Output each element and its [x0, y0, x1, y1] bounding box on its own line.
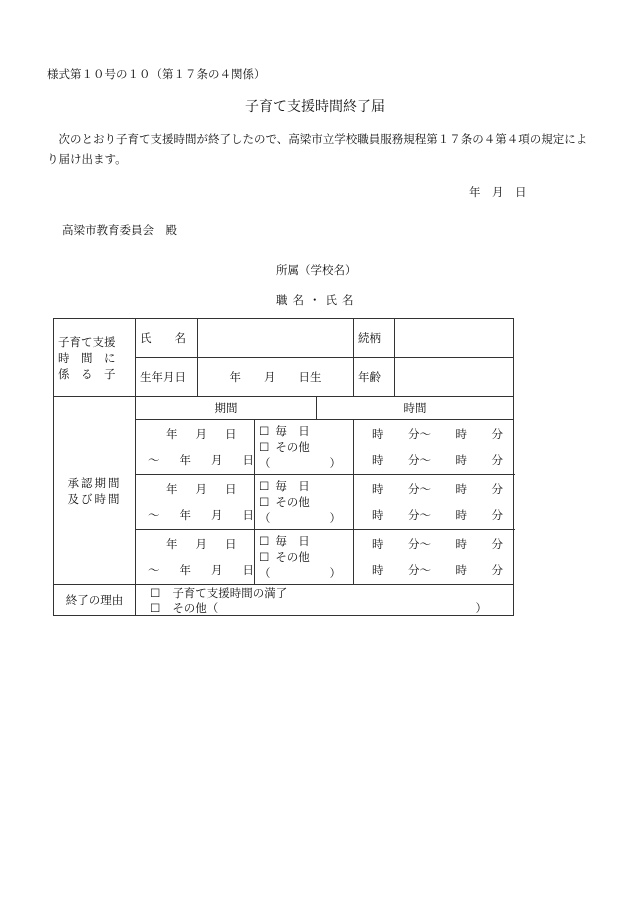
tilde: ～ [148, 508, 160, 522]
minute-from-label: 分～ [408, 427, 431, 441]
minute-label: 分 [491, 453, 503, 467]
time-cell[interactable] [354, 530, 514, 585]
open-paren: （ [259, 456, 271, 470]
title-name-label: 職名・氏名 [276, 293, 359, 307]
end-reason-label: 終了の理由 [54, 585, 136, 616]
period-date-cell[interactable] [136, 530, 255, 585]
daily-checkbox[interactable]: ☐ [259, 534, 270, 548]
hour-label: 時 [372, 453, 384, 467]
month-label: 月 [211, 508, 223, 522]
other-checkbox[interactable]: ☐ [259, 440, 270, 454]
tilde: ～ [148, 563, 160, 577]
year-label: 年 [179, 563, 191, 577]
hour-label: 時 [372, 427, 384, 441]
daily-checkbox[interactable]: ☐ [259, 479, 270, 493]
submission-date: 年 月 日 [469, 185, 527, 199]
hour-label: 時 [372, 537, 384, 551]
hour-label: 時 [455, 453, 467, 467]
frequency-cell [255, 475, 354, 530]
minute-label: 分 [491, 563, 503, 577]
daily-label: 毎 日 [275, 424, 310, 438]
hour-label: 時 [455, 482, 467, 496]
intro-text: 次のとおり子育て支援時間が終了したので、高梁市立学校職員服務規程第１７条の４第４項の規定により届け出ます。 [47, 132, 588, 166]
child-label-line-3: 係 る 子 [58, 366, 116, 381]
hour-label: 時 [372, 563, 384, 577]
hour-label: 時 [455, 427, 467, 441]
close-paren: ） [329, 456, 341, 470]
birth-field[interactable]: 年 月 日生 [198, 358, 354, 397]
other-label: その他 [275, 550, 310, 564]
daily-label: 毎 日 [275, 534, 310, 548]
month-label: 月 [195, 537, 207, 551]
age-label: 年齢 [354, 358, 395, 397]
day-label: 日 [225, 482, 237, 496]
day-label: 日 [242, 508, 254, 522]
month-label: 月 [211, 563, 223, 577]
year-label: 年 [179, 508, 191, 522]
reason-expired-label: 子育て支援時間の満了 [172, 585, 288, 600]
reason-other-label: その他（ [172, 600, 219, 615]
hour-label: 時 [372, 508, 384, 522]
minute-from-label: 分～ [408, 537, 431, 551]
reason-expired-checkbox[interactable]: ☐ [150, 585, 161, 600]
time-header: 時間 [317, 397, 514, 420]
month-label: 月 [195, 427, 207, 441]
minute-from-label: 分～ [408, 508, 431, 522]
document-title: 子育て支援時間終了届 [245, 99, 385, 115]
minute-label: 分 [491, 537, 503, 551]
minute-from-label: 分～ [408, 563, 431, 577]
daily-checkbox[interactable]: ☐ [259, 424, 270, 438]
close-paren: ） [329, 511, 341, 525]
child-label-cell [54, 319, 136, 397]
child-label-line-2: 時 間 に [58, 350, 116, 365]
relation-field[interactable] [395, 319, 514, 358]
tilde: ～ [148, 453, 160, 467]
addressee: 高梁市教育委員会 殿 [62, 223, 177, 237]
age-field[interactable] [395, 358, 514, 397]
daily-label: 毎 日 [275, 479, 310, 493]
day-label: 日 [242, 453, 254, 467]
hour-label: 時 [455, 563, 467, 577]
time-cell[interactable] [354, 475, 514, 530]
year-label: 年 [166, 482, 178, 496]
other-label: その他 [275, 440, 310, 454]
application-table [53, 318, 514, 616]
frequency-cell [255, 420, 354, 475]
open-paren: （ [259, 511, 271, 525]
child-label-line-1: 子育て支援 [58, 334, 116, 349]
hour-label: 時 [372, 482, 384, 496]
day-label: 日 [225, 427, 237, 441]
minute-from-label: 分～ [408, 482, 431, 496]
birth-label: 生年月日 [136, 358, 198, 397]
period-header: 期間 [136, 397, 317, 420]
approved-label-cell [54, 397, 136, 585]
frequency-cell [255, 530, 354, 585]
approved-label-line-1: 承認期間 [67, 475, 122, 490]
other-label: その他 [275, 495, 310, 509]
period-date-cell[interactable] [136, 420, 255, 475]
year-label: 年 [166, 537, 178, 551]
hour-label: 時 [455, 508, 467, 522]
reason-other-close: ） [475, 600, 487, 615]
year-label: 年 [179, 453, 191, 467]
minute-label: 分 [491, 427, 503, 441]
other-checkbox[interactable]: ☐ [259, 495, 270, 509]
other-checkbox[interactable]: ☐ [259, 550, 270, 564]
minute-label: 分 [491, 482, 503, 496]
month-label: 月 [195, 482, 207, 496]
hour-label: 時 [455, 537, 467, 551]
end-reason-cell [136, 585, 514, 616]
reason-other-checkbox[interactable]: ☐ [150, 600, 161, 615]
approved-label-line-2: 及び時間 [67, 491, 122, 506]
close-paren: ） [329, 566, 341, 580]
month-label: 月 [211, 453, 223, 467]
time-cell[interactable] [354, 420, 514, 475]
day-label: 日 [225, 537, 237, 551]
form-id: 様式第１０号の１０（第１７条の４関係） [47, 67, 266, 81]
affiliation-label: 所属（学校名） [276, 263, 357, 277]
year-label: 年 [166, 427, 178, 441]
period-date-cell[interactable] [136, 475, 255, 530]
relation-label: 続柄 [354, 319, 395, 358]
day-label: 日 [242, 563, 254, 577]
open-paren: （ [259, 566, 271, 580]
name-label: 氏 名 [136, 319, 198, 358]
minute-from-label: 分～ [408, 453, 431, 467]
name-field[interactable] [198, 319, 354, 358]
minute-label: 分 [491, 508, 503, 522]
